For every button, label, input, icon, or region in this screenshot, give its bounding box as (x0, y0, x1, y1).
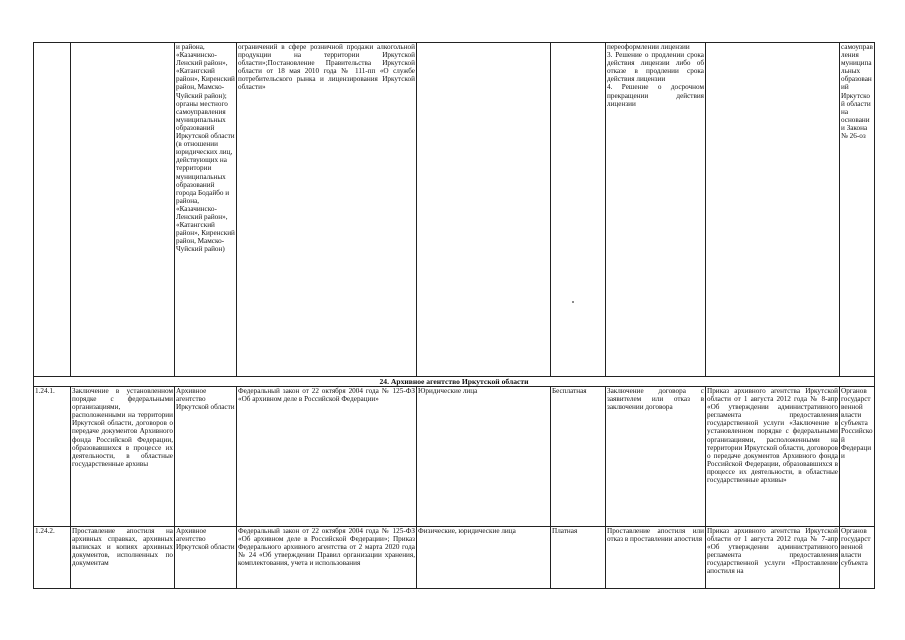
cell-empty (34, 43, 71, 377)
cell-service-name: Заключение в установленном порядке с федеральными организациями, расположенными на территории Иркутской области, договоров о передаче документов Архивного фонда Российской Федерации, образовавшихся в процессе их деятельности, в областные государственные архивы (71, 387, 175, 527)
cell-empty (706, 43, 840, 377)
table-row-continued (34, 43, 875, 377)
cell-legal-basis: Федеральный закон от 22 октября 2004 года № 125-ФЗ «Об архивном деле в Российской Федерации» (237, 387, 417, 527)
cell-regulation: Приказ архивного агентства Иркутской области от 1 августа 2012 года № 7-апр «Об утверждении административного регламента предоставления государственной услуги «Проставление апостиля на (706, 527, 840, 589)
table-row (34, 387, 875, 527)
cell-empty (71, 43, 175, 377)
cell-num: 1.24.1. (34, 387, 71, 527)
cell-legal-cont: ограничений в сфере розничной продажи алкогольной продукции на территории Иркутской области»;Постановление Правительства Иркутской области от 18 мая 2010 года № 111-пп «О службе потребительского рынка и лицензирования Иркутской области» (237, 43, 417, 377)
section-header-row (34, 377, 875, 387)
cell-fee: Платная (551, 527, 606, 589)
services-table (33, 42, 875, 589)
cell-regulation: Приказ архивного агентства Иркутской области от 1 августа 2012 года № 8-апр «Об утверждении административного регламента предоставления государственной услуги «Заключение в установленном порядке с федеральными организациями, расположенными на территории Иркутской области, договоров о передаче документов Архивного фонда Российской Федерации, образовавшихся в процессе их деятельности, в областные государственные архивы» (706, 387, 840, 527)
cell-fee: Бесплатная (551, 387, 606, 527)
cell-level-cont: самоуправления муниципальных образований Иркутской области на основании Закона № 26-оз (840, 43, 875, 377)
cell-level: Органов государственной власти субъекта (840, 527, 875, 589)
cell-recipients: Физические, юридические лица (417, 527, 551, 589)
cell-result-cont: переоформлении лицензии 3. Решение о продлении срока действия лицензии либо об отказе в продлении срока действия лицензии 4. Решение о досрочном прекращении действия лицензии (606, 43, 706, 377)
section-title: 24. Архивное агентство Иркутской области (34, 377, 875, 387)
cell-empty (417, 43, 551, 377)
cell-empty (551, 43, 606, 377)
cell-authority-cont: и района, «Казачинско-Ленский район», «Катангский район», Киренский район, Мамско-Чуйский район); органы местного самоуправления муниципальных образований Иркутской области (в отношении юридических лиц, действующих на территории муниципальных образований города Бодайбо и района, «Казачинско-Ленский район», «Катангский район», Киренский район, Мамско-Чуйский район) (175, 43, 237, 377)
cell-recipients: Юридические лица (417, 387, 551, 527)
cell-service-name: Проставление апостиля на архивных справках, архивных выписках и копиях архивных документов, исполненных по документам (71, 527, 175, 589)
cell-level: Органов государственной власти субъекта Российской Федерации (840, 387, 875, 527)
cell-result: Заключение договора с заявителем или отказ в заключении договора (606, 387, 706, 527)
scan-speck (572, 301, 574, 303)
cell-authority: Архивное агентство Иркутской области (175, 387, 237, 527)
cell-authority: Архивное агентство Иркутской области (175, 527, 237, 589)
cell-result: Проставление апостиля или отказ в проставлении апостиля (606, 527, 706, 589)
table-row (34, 527, 875, 589)
cell-legal-basis: Федеральный закон от 22 октября 2004 года № 125-ФЗ «Об архивном деле в Российской Федерации»; Приказ Федерального архивного агентства от 2 марта 2020 года № 24 «Об утверждении Правил организации хранения, комплектования, учета и использования (237, 527, 417, 589)
cell-num: 1.24.2. (34, 527, 71, 589)
